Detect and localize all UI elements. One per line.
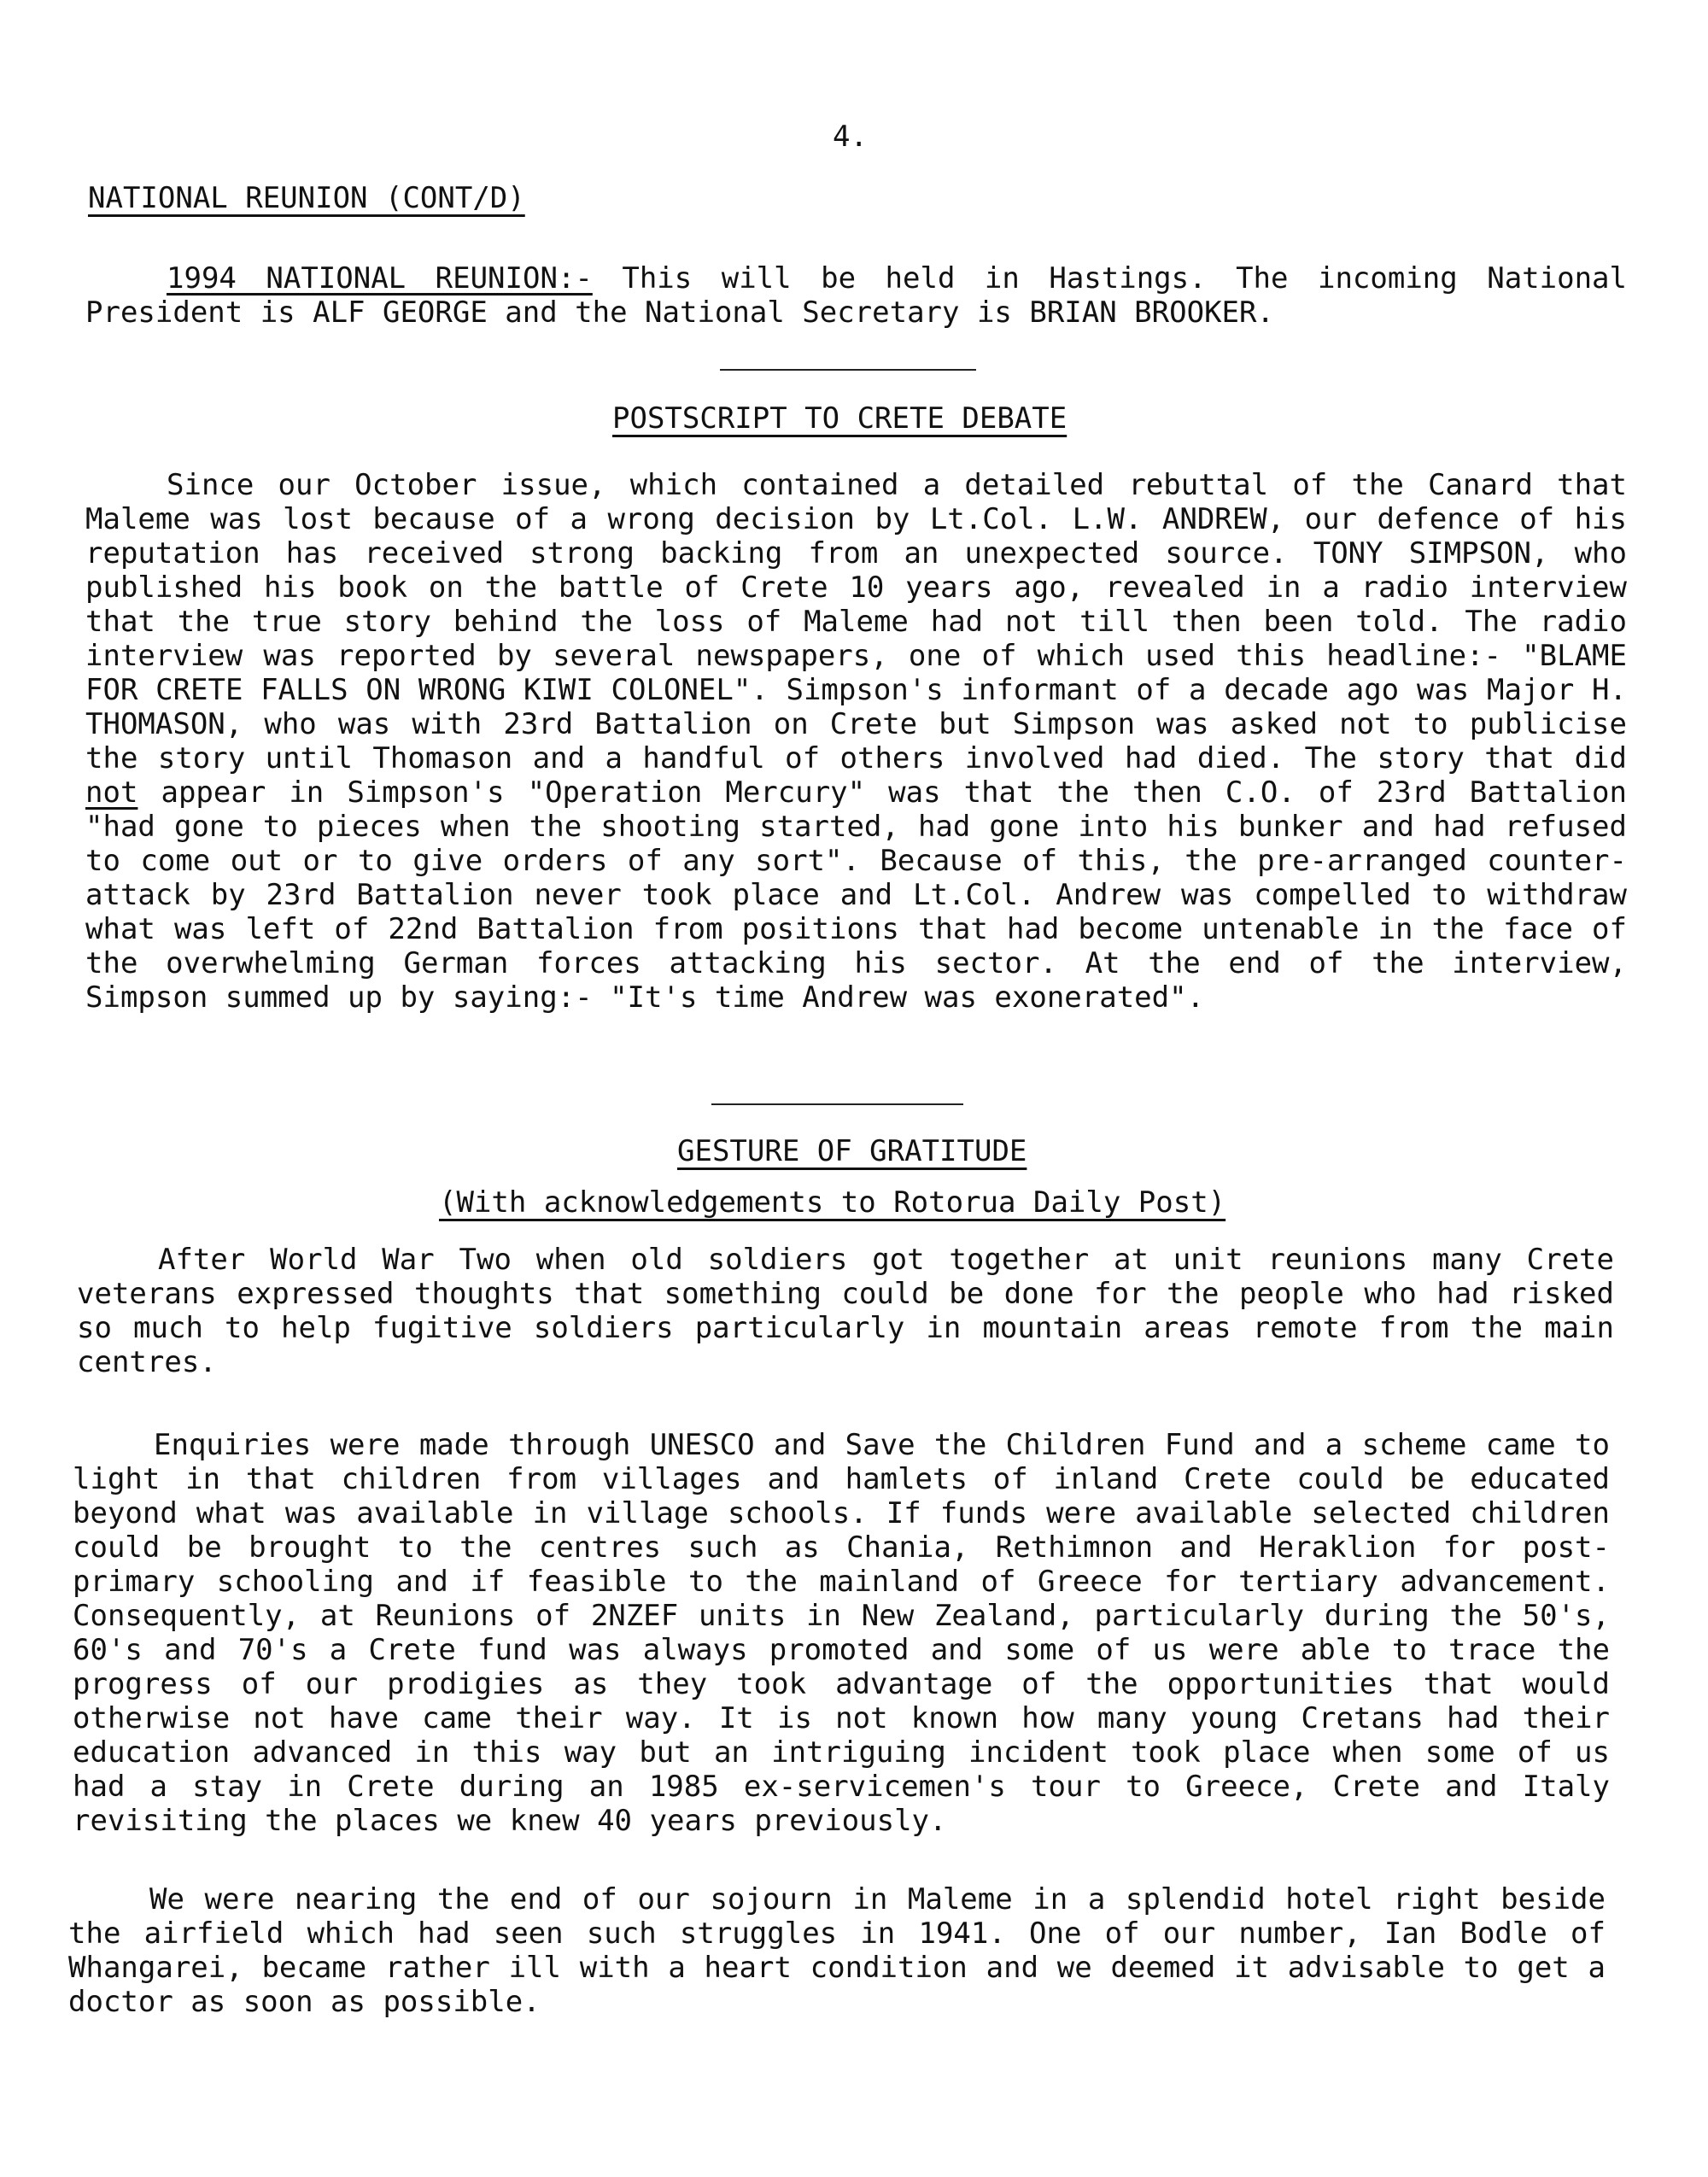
section-heading-national-reunion: NATIONAL REUNION (CONT/D) <box>88 181 525 215</box>
paragraph-text-postscript-b: appear in Simpson's "Operation Mercury" was that the then C.O. of 23rd Battalion "had gone to pieces when the shooting started, had gone into his bunker and had refused to come out or to give orders of any sort". Because of this, the pre-arranged counter-attack by 23rd Battalion never took place and Lt.Col. Andrew was compelled to withdraw what was left of 22nd Battalion from positions that had become untenable in the face of the overwhelming German forces attacking his sector. At the end of the interview, Simpson summed up by saying:- "It's time Andrew was exonerated". <box>85 775 1627 1015</box>
section-divider <box>720 369 976 371</box>
section-heading-gratitude: GESTURE OF GRATITUDE <box>677 1134 1027 1168</box>
paragraph-text-postscript-a: Since our October issue, which contained a detailed rebuttal of the Canard that Maleme was lost because of a wrong decision by Lt.Col. L.W. ANDREW, our defence of his reputation has received strong backing from an unexpected source. TONY SIMPSON, who published his book on the battle of Crete 10 years ago, revealed in a radio interview that the true story behind the loss of Maleme had not till then been told. The radio interview was reported by several newspapers, one of which used this headline:- "BLAME FOR CRETE FALLS ON WRONG KIWI COLONEL". Simpson's informant of a decade ago was Major H. THOMASON, who was with 23rd Battalion on Crete but Simpson was asked not to publicise the story until Thomason and a handful of others involved had died. The story that did <box>85 468 1627 775</box>
paragraph-gratitude-2: Enquiries were made through UNESCO and Save the Children Fund and a scheme came to light in that children from villages and hamlets of inland Crete could be educated beyond what was available in village schools. If funds were available selected children could be brought to the centres such as Chania, Rethimnon and Heraklion for post-primary schooling and if feasible to the mainland of Greece for tertiary advancement. Consequently, at Reunions of 2NZEF units in New Zealand, particularly during the 50's, 60's and 70's a Crete fund was always promoted and some of us were able to trace the progress of our prodigies as they took advantage of the opportunities that would otherwise not have came their way. It is not known how many young Cretans had their education advanced in this way but an intriguing incident took place when some of us had a stay in Crete during an 1985 ex-servicemen's tour to Greece, Crete and Italy revisiting the places we knew 40 years previously. <box>73 1428 1610 1838</box>
section-divider <box>711 1103 963 1105</box>
paragraph-postscript <box>85 468 1627 1015</box>
page-number: 4. <box>833 120 868 154</box>
section-heading-postscript: POSTSCRIPT TO CRETE DEBATE <box>612 401 1068 436</box>
paragraph-lead-1994-reunion: 1994 NATIONAL REUNION:- <box>167 261 593 296</box>
emphasis-not: not <box>85 775 138 810</box>
paragraph-text-1994-reunion: This will be held in Hastings. The incoming National President is ALF GEORGE and the National Secretary is BRIAN BROOKER. <box>85 261 1627 330</box>
paragraph-gratitude-3: We were nearing the end of our sojourn in Maleme in a splendid hotel right beside the airfield which had seen such struggles in 1941. One of our number, Ian Bodle of Whangarei, became rather ill with a heart condition and we deemed it advisable to get a doctor as soon as possible. <box>68 1882 1606 2019</box>
section-subheading-acknowledgements: (With acknowledgements to Rotorua Daily Post) <box>439 1185 1226 1220</box>
paragraph-gratitude-1: After World War Two when old soldiers got together at unit reunions many Crete veterans expressed thoughts that something could be done for the people who had risked so much to help fugitive soldiers particularly in mountain areas remote from the main centres. <box>77 1243 1614 1379</box>
paragraph-1994-reunion <box>85 261 1627 330</box>
